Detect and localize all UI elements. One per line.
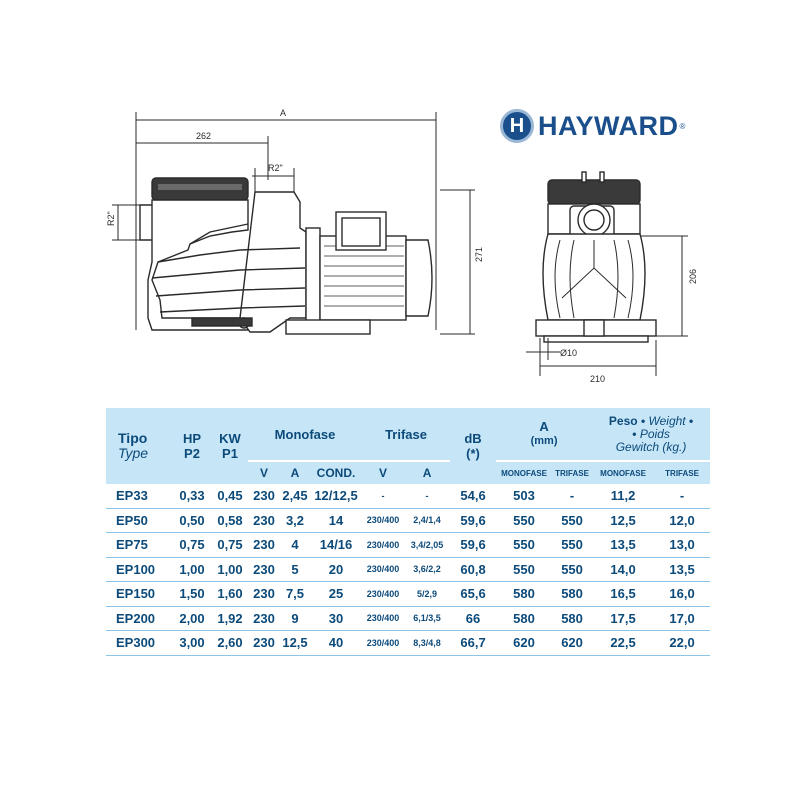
cell-v: 230 <box>248 508 280 533</box>
cell-tri-v: 230/400 <box>362 533 404 558</box>
cell-v: 230 <box>248 606 280 631</box>
table-row <box>106 557 710 582</box>
cell-hp: 2,00 <box>172 606 212 631</box>
dim-210-label: 210 <box>590 374 606 384</box>
cell-a-mono: 580 <box>496 582 552 607</box>
table-row <box>106 631 710 656</box>
cell-tri-a: 6,1/3,5 <box>404 606 450 631</box>
header-trifase: Trifase <box>362 408 450 461</box>
cell-model: EP50 <box>106 508 172 533</box>
cell-a: 3,2 <box>280 508 310 533</box>
header-db: dB (*) <box>450 408 496 484</box>
table-row <box>106 533 710 558</box>
cell-w-mono: 22,5 <box>592 631 654 656</box>
table-header-row-1 <box>106 408 710 461</box>
cell-db: 65,6 <box>450 582 496 607</box>
cell-v: 230 <box>248 484 280 508</box>
cell-a: 2,45 <box>280 484 310 508</box>
cell-w-tri: 17,0 <box>654 606 710 631</box>
cell-a: 5 <box>280 557 310 582</box>
cell-cond: 40 <box>310 631 362 656</box>
cell-w-mono: 12,5 <box>592 508 654 533</box>
dim-hole-label: Ø10 <box>560 348 578 358</box>
cell-a-mono: 550 <box>496 557 552 582</box>
cell-model: EP200 <box>106 606 172 631</box>
cell-cond: 20 <box>310 557 362 582</box>
cell-tri-a: 2,4/1,4 <box>404 508 450 533</box>
cell-model: EP33 <box>106 484 172 508</box>
cell-w-mono: 17,5 <box>592 606 654 631</box>
dim-r2-top-label: R2" <box>268 163 283 173</box>
header-w-mono: MONOFASE <box>592 461 654 484</box>
cell-a-mono: 620 <box>496 631 552 656</box>
cell-tri-v: 230/400 <box>362 606 404 631</box>
cell-cond: 30 <box>310 606 362 631</box>
cell-tri-v: 230/400 <box>362 508 404 533</box>
header-tri-a: A <box>404 461 450 484</box>
hayward-brand-name: HAYWARD <box>538 110 679 141</box>
header-a: A (mm) <box>496 408 592 461</box>
header-a-tri: TRIFASE <box>552 461 592 484</box>
header-a-mono: MONOFASE <box>496 461 552 484</box>
cell-model: EP300 <box>106 631 172 656</box>
cell-hp: 0,75 <box>172 533 212 558</box>
cell-kw: 0,75 <box>212 533 248 558</box>
cell-a-tri: 550 <box>552 533 592 558</box>
cell-tri-v: 230/400 <box>362 557 404 582</box>
technical-drawing <box>0 0 812 400</box>
header-monofase: Monofase <box>248 408 362 461</box>
cell-cond: 25 <box>310 582 362 607</box>
cell-hp: 3,00 <box>172 631 212 656</box>
cell-cond: 14 <box>310 508 362 533</box>
table-body <box>106 484 710 655</box>
cell-w-mono: 16,5 <box>592 582 654 607</box>
cell-a: 7,5 <box>280 582 310 607</box>
cell-w-tri: 13,0 <box>654 533 710 558</box>
header-kw: KW P1 <box>212 408 248 484</box>
cell-w-tri: 12,0 <box>654 508 710 533</box>
cell-a-mono: 580 <box>496 606 552 631</box>
header-hp: HP P2 <box>172 408 212 484</box>
dim-r2-side-label: R2" <box>106 211 116 226</box>
cell-db: 66 <box>450 606 496 631</box>
cell-tri-a: 8,3/4,8 <box>404 631 450 656</box>
pump-side-view <box>140 178 432 334</box>
table-row <box>106 484 710 508</box>
cell-v: 230 <box>248 582 280 607</box>
cell-tri-a: 3,6/2,2 <box>404 557 450 582</box>
header-weight: Peso • Weight • • Poids Gewitch (kg.) <box>592 408 710 461</box>
cell-tri-a: 3,4/2,05 <box>404 533 450 558</box>
registered-mark: ® <box>679 121 686 131</box>
cell-model: EP75 <box>106 533 172 558</box>
cell-db: 59,6 <box>450 508 496 533</box>
cell-cond: 14/16 <box>310 533 362 558</box>
cell-kw: 1,92 <box>212 606 248 631</box>
header-mono-v: V <box>248 461 280 484</box>
table-row <box>106 606 710 631</box>
header-mono-a: A <box>280 461 310 484</box>
cell-model: EP150 <box>106 582 172 607</box>
cell-hp: 1,50 <box>172 582 212 607</box>
pump-front-view <box>536 172 656 342</box>
cell-tri-v: 230/400 <box>362 631 404 656</box>
cell-a-tri: 620 <box>552 631 592 656</box>
header-mono-cond: COND. <box>310 461 362 484</box>
cell-w-tri: 16,0 <box>654 582 710 607</box>
header-tri-v: V <box>362 461 404 484</box>
cell-kw: 1,60 <box>212 582 248 607</box>
cell-a-tri: 550 <box>552 508 592 533</box>
cell-a-tri: 580 <box>552 606 592 631</box>
cell-kw: 0,45 <box>212 484 248 508</box>
hayward-logo <box>500 108 700 144</box>
cell-db: 59,6 <box>450 533 496 558</box>
cell-db: 54,6 <box>450 484 496 508</box>
cell-w-mono: 14,0 <box>592 557 654 582</box>
cell-w-tri: 22,0 <box>654 631 710 656</box>
table-row <box>106 508 710 533</box>
cell-model: EP100 <box>106 557 172 582</box>
cell-v: 230 <box>248 533 280 558</box>
dim-262-label: 262 <box>196 131 212 141</box>
cell-kw: 0,58 <box>212 508 248 533</box>
cell-v: 230 <box>248 557 280 582</box>
cell-tri-v: - <box>362 484 404 508</box>
cell-w-mono: 13,5 <box>592 533 654 558</box>
cell-a-mono: 503 <box>496 484 552 508</box>
cell-db: 66,7 <box>450 631 496 656</box>
cell-a-tri: 550 <box>552 557 592 582</box>
cell-kw: 1,00 <box>212 557 248 582</box>
cell-hp: 1,00 <box>172 557 212 582</box>
cell-kw: 2,60 <box>212 631 248 656</box>
cell-tri-a: 5/2,9 <box>404 582 450 607</box>
cell-hp: 0,50 <box>172 508 212 533</box>
cell-w-mono: 11,2 <box>592 484 654 508</box>
header-tipo: Tipo Type <box>106 408 172 484</box>
cell-a-tri: - <box>552 484 592 508</box>
spec-table <box>106 408 710 656</box>
dim-a-label: A <box>280 108 287 118</box>
cell-tri-v: 230/400 <box>362 582 404 607</box>
cell-a: 12,5 <box>280 631 310 656</box>
cell-a-mono: 550 <box>496 533 552 558</box>
cell-w-tri: - <box>654 484 710 508</box>
cell-a: 4 <box>280 533 310 558</box>
header-w-tri: TRIFASE <box>654 461 710 484</box>
table-row <box>106 582 710 607</box>
cell-hp: 0,33 <box>172 484 212 508</box>
cell-a: 9 <box>280 606 310 631</box>
dim-271-label: 271 <box>474 246 484 262</box>
cell-tri-a: - <box>404 484 450 508</box>
dim-206-label: 206 <box>688 268 698 284</box>
cell-db: 60,8 <box>450 557 496 582</box>
cell-cond: 12/12,5 <box>310 484 362 508</box>
cell-w-tri: 13,5 <box>654 557 710 582</box>
cell-v: 230 <box>248 631 280 656</box>
cell-a-mono: 550 <box>496 508 552 533</box>
hayward-logo-mark: H <box>500 109 534 143</box>
cell-a-tri: 580 <box>552 582 592 607</box>
